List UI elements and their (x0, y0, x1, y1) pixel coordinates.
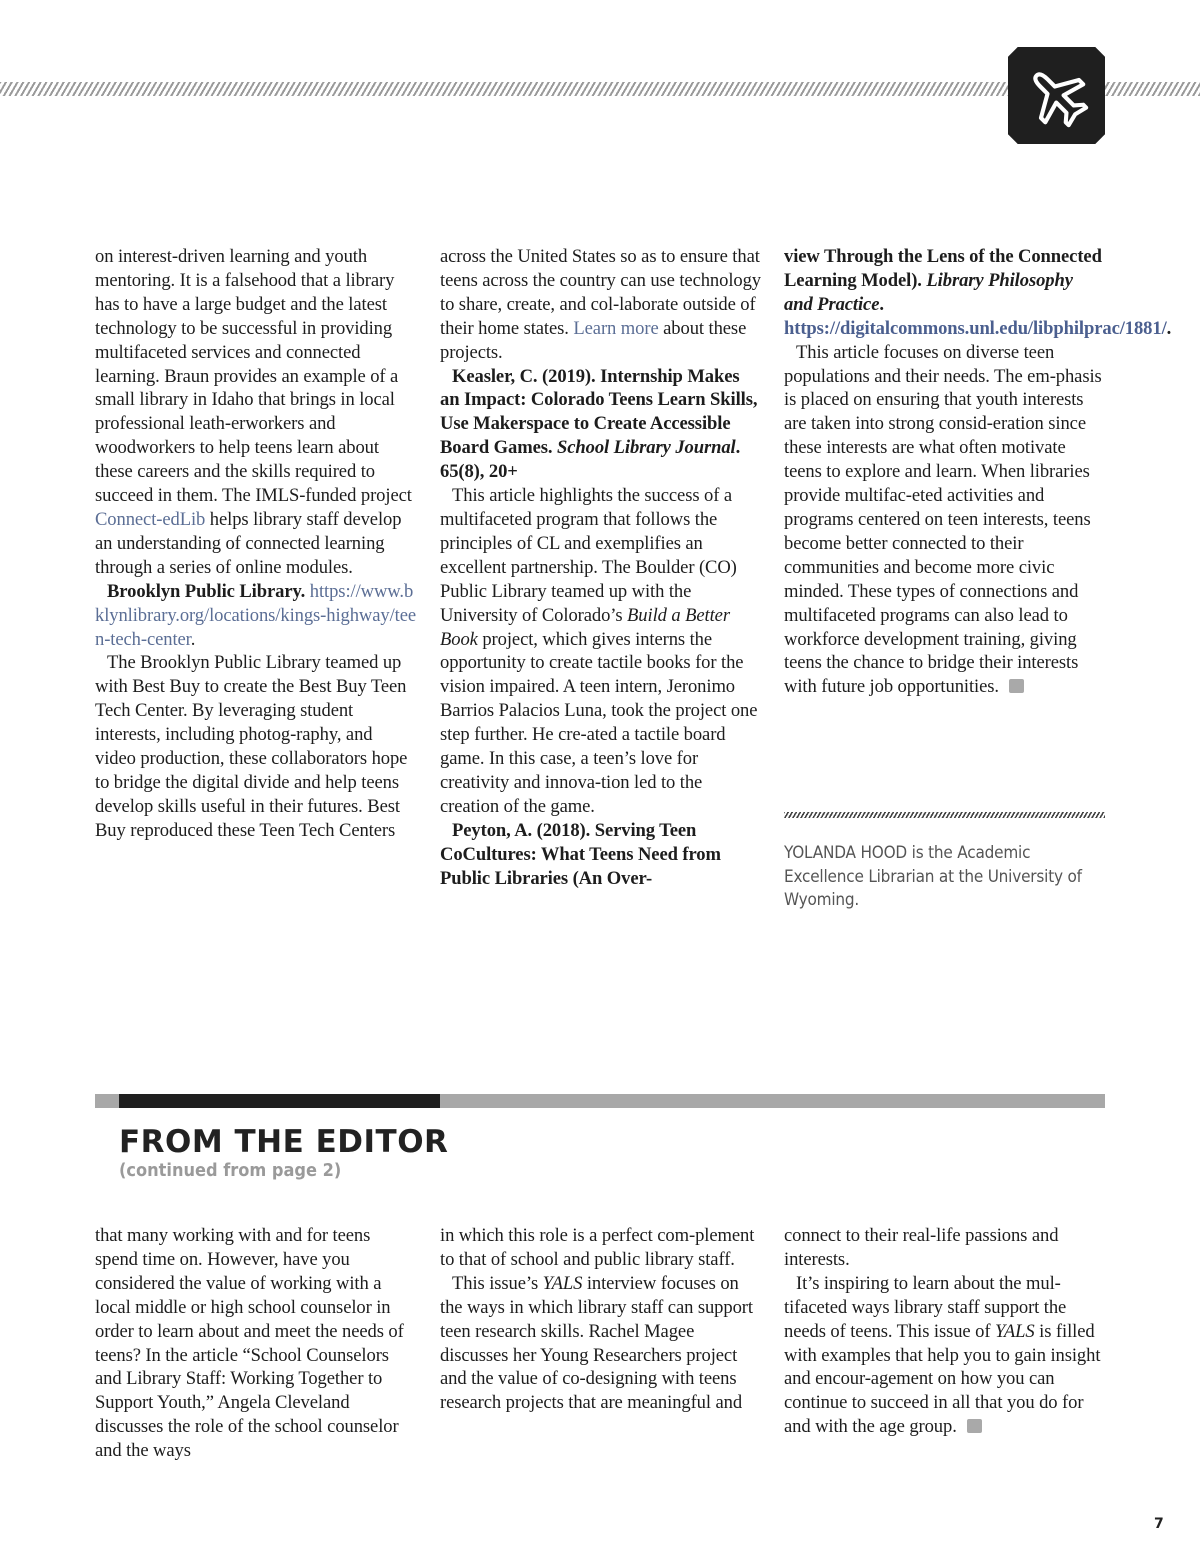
paragraph: This article focuses on diverse teen populations and their needs. The em-phasis is placed on ensuring that youth interests are taken into strong consid-eration since these interests are what often motivate teens to explore and learn. When libraries provide multifac-eted activities and programs centered on teen interests, teens become better connected to their communities and become more civic minded. These types of connections and multifaceted programs can also lead to workforce development training, giving teens the chance to bridge their interests with future job opportunities. (784, 341, 1102, 698)
end-of-article-mark (967, 1419, 982, 1433)
reference-title: Peyton, A. (2018). Serving Teen CoCultures: What Teens Need from Public Libraries (An Over- (440, 819, 721, 889)
article-column-1 (95, 245, 417, 843)
reference-title: Keasler, C. (2019). Internship Makes an Impact: Colorado Teens Learn Skills, Use Makerspace to Create Accessible Board Games. (440, 365, 758, 459)
paragraph: on interest-driven learning and youth mentoring. It is a falsehood that a library has to have a large budget and the latest technology to be successful in providing multifaceted services and connected learning. Braun provides an example of a small library in Idaho that brings in local professional leath-erworkers and woodworkers to help teens learn about these careers and the skills required to succeed in them. The IMLS-funded project Connect-edLib helps library staff develop an understanding of connected learning through a series of online modules. (95, 246, 412, 578)
connectedlib-link[interactable]: Connect-edLib (95, 508, 206, 530)
reference-link[interactable]: https://digitalcommons.unl.edu/libphilprac/1881/ (784, 317, 1167, 339)
reference-entry (440, 819, 762, 891)
article-column-3 (784, 245, 1172, 699)
reference-journal: Library Philosophy and Practice (784, 269, 1073, 315)
paragraph: The Brooklyn Public Library teamed up with Best Buy to create the Best Buy Teen Tech Center. By leveraging student interests, including photog-raphy, and video production, these collaborators hope to bridge the digital divide and help teens develop skills useful in their futures. Best Buy reproduced these Teen Tech Centers (95, 652, 408, 841)
bio-divider (784, 812, 1105, 818)
end-of-article-mark (1009, 679, 1024, 693)
reference-journal: School Library Journal (557, 437, 736, 459)
reference-entry: Keasler, C. (2019). Internship Makes an Impact: Colorado Teens Learn Skills, Use Makerspace to Create Accessible Board Games. School Library Journal. 65(8), 20+ (440, 365, 758, 483)
paragraph: This article highlights the success of a multifaceted program that follows the principles of CL and exemplifies an excellent partnership. The Boulder (CO) Public Library teamed up with the University of Colorado’s Build a Better Book project, which gives interns the opportunity to create tactile books for the vision impaired. A teen intern, Jeronimo Barrios Palacios Luna, took the project one step further. He cre-ated a tactile board game. In this case, a teen’s love for creativity and innova-tion led to the creation of the game. (440, 485, 758, 817)
reference-entry: view Through the Lens of the Connected Learning Model). Library Philosophy and Practice. https://digitalcommons.unl.edu/libphilprac/1881/. (784, 246, 1172, 339)
learn-more-link[interactable]: Learn more (573, 317, 659, 339)
paragraph: This issue’s YALS interview focuses on the ways in which library staff can support teen research skills. Rachel Magee discusses her Young Researchers project and the value of co-designing with teens research projects that are meaningful and (440, 1272, 753, 1414)
section-subtitle: (continued from page 2) (119, 1160, 342, 1181)
reference-link[interactable]: https://www.bklynlibrary.org/locations/kings-highway/teen-tech-center (95, 580, 417, 650)
article-column-2 (440, 245, 762, 890)
reference-title: Brooklyn Public Library. (107, 580, 306, 602)
author-bio: YOLANDA HOOD is the Academic Excellence Librarian at the University of Wyoming. (784, 843, 1082, 910)
airplane-icon (1024, 63, 1090, 129)
paragraph: in which this role is a perfect com-plement to that of school and public library staff. (440, 1225, 755, 1270)
editor-column-1 (95, 1224, 417, 1463)
page-number: 7 (1154, 1516, 1164, 1532)
reference-entry: Brooklyn Public Library. https://www.bklynlibrary.org/locations/kings-highway/teen-tech-center. (95, 580, 417, 650)
section-title: FROM THE EDITOR (119, 1124, 449, 1160)
paragraph: connect to their real-life passions and interests. (784, 1225, 1059, 1270)
paragraph: It’s inspiring to learn about the mul-tifaceted ways library staff support the needs of teens. This issue of YALS is filled with examples that help you to gain insight and encour-agement on how you can continue to succeed in all that you do for and with the age group. (784, 1272, 1101, 1438)
paragraph: that many working with and for teens spend time on. However, have you considered the value of working with a local middle or high school counselor in order to learn about and meet the needs of teens? In the article “School Counselors and Library Staff: Working Together to Support Youth,” Angela Cleveland discusses the role of the school counselor and the ways (95, 1225, 404, 1462)
section-bar-accent (119, 1094, 440, 1108)
section-badge (1008, 47, 1105, 144)
editor-column-2 (440, 1224, 762, 1415)
editor-column-3 (784, 1224, 1106, 1439)
paragraph: across the United States so as to ensure that teens across the country can use technology to share, create, and col-laborate outside of their home states. Learn more about these projects. (440, 246, 761, 363)
